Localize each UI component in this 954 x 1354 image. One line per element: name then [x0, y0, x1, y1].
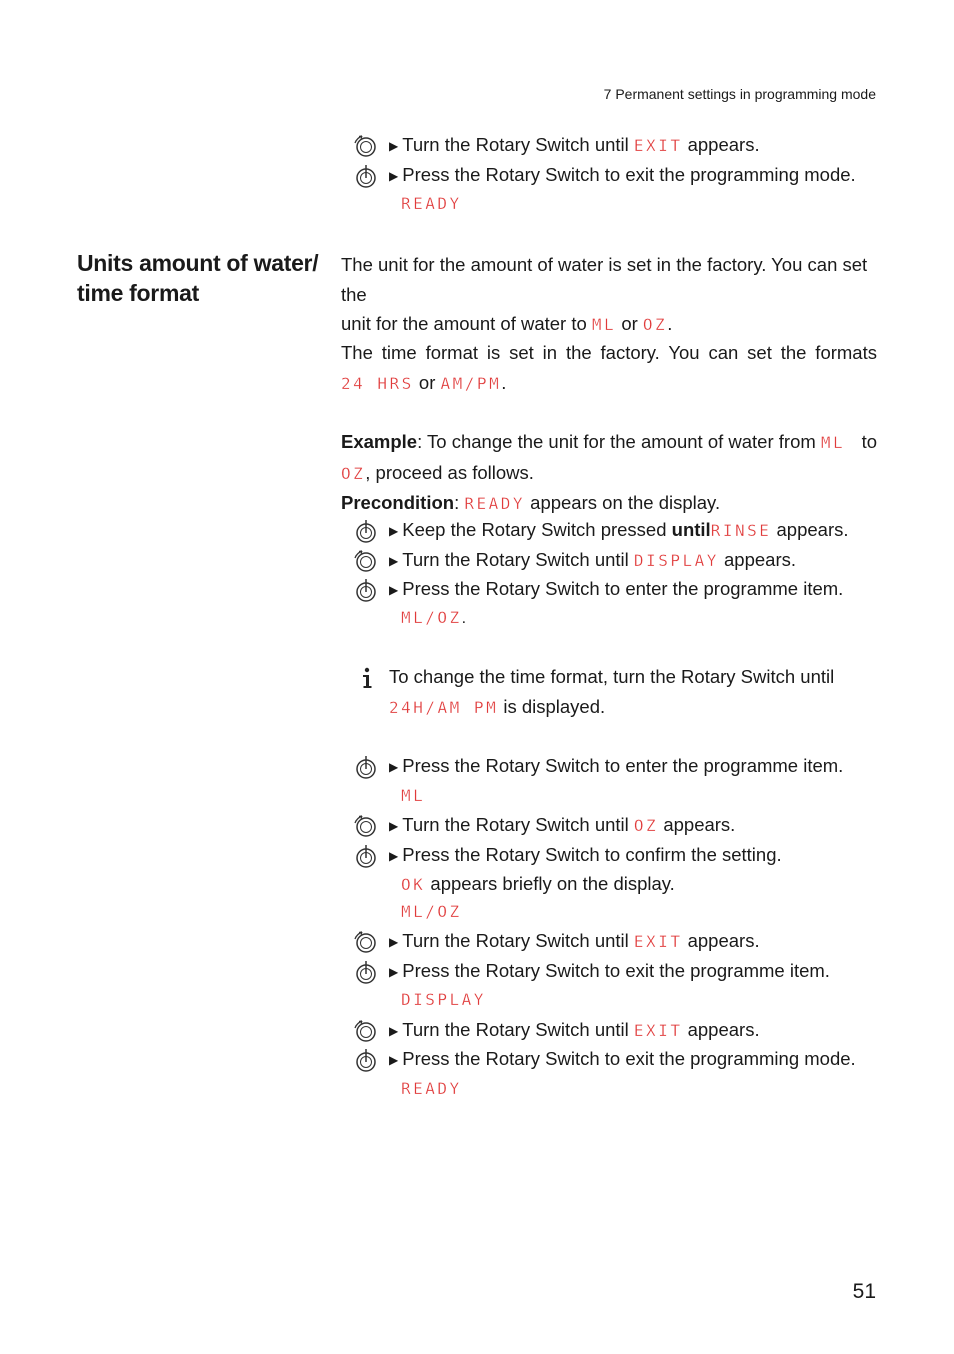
step-text: Keep the Rotary Switch pressed	[402, 519, 672, 540]
paragraph-text: , proceed as follows.	[365, 461, 534, 483]
confirm-result	[401, 869, 675, 899]
rotary-turn-icon	[352, 929, 378, 955]
display-oz: OZ	[341, 463, 366, 483]
step-text-post: appears.	[682, 1019, 760, 1040]
rotary-press-icon	[352, 843, 378, 869]
step-text-post: appears.	[682, 134, 760, 155]
paragraph-text: .	[667, 313, 673, 334]
paragraph-water-unit	[341, 250, 877, 340]
info-icon	[357, 665, 383, 691]
rotary-press-icon	[352, 163, 378, 189]
rotary-turn-icon	[352, 133, 378, 159]
rotary-press-icon	[352, 1047, 378, 1073]
paragraph-text: or	[616, 313, 643, 334]
step-text: Turn the Rotary Switch until	[402, 930, 634, 951]
paragraph-line: The unit for the amount of water is set in the factory. You can set the	[341, 254, 868, 305]
step-text: Turn the Rotary Switch until	[402, 814, 634, 835]
paragraph-text: :	[454, 492, 465, 513]
step-text: Press the Rotary Switch to enter the programme item.	[402, 755, 844, 776]
display-ok: OK	[401, 875, 426, 894]
display-ml: ML	[820, 433, 846, 452]
paragraph-text: or	[413, 371, 441, 393]
paragraph-text: .	[501, 371, 507, 393]
step-text: Press the Rotary Switch to exit the programming mode.	[402, 1048, 856, 1069]
chapter-header: 7 Permanent settings in programming mode	[603, 86, 876, 102]
step-text: Press the Rotary Switch to confirm the setting.	[402, 844, 782, 865]
step-text-post: appears.	[718, 549, 796, 570]
paragraph-time-format	[341, 338, 877, 398]
paragraph-text: unit for the amount of water to	[341, 313, 592, 334]
paragraph-line: The time format is set in the factory. You can set the formats	[341, 342, 877, 363]
paragraph-text: appears on the display.	[525, 492, 721, 513]
section-title	[77, 248, 318, 308]
paragraph-text: : To change the unit for the amount of water from	[417, 431, 821, 452]
step-text-bold: until	[671, 519, 711, 540]
rotary-press-icon	[352, 754, 378, 780]
display-ready: READY	[401, 194, 462, 213]
display-24hrs: 24 HRS	[341, 373, 414, 393]
step-text: Press the Rotary Switch to exit the programme item.	[402, 960, 830, 981]
display-mloz: ML/OZ	[401, 902, 462, 921]
rotary-turn-icon	[352, 548, 378, 574]
rotary-turn-icon	[352, 1018, 378, 1044]
section-title-line2: time format	[77, 280, 199, 306]
display-oz: OZ	[642, 315, 668, 334]
display-ml: ML	[591, 315, 617, 334]
rotary-press-icon	[352, 518, 378, 544]
step-text: Turn the Rotary Switch until	[402, 1019, 634, 1040]
display-oz: OZ	[633, 816, 659, 835]
step-text: Press the Rotary Switch to exit the programming mode.	[402, 164, 856, 185]
display-ready: READY	[464, 494, 526, 513]
step-text-post: appears.	[658, 814, 736, 835]
info-text: is displayed.	[498, 696, 606, 717]
step-text: Turn the Rotary Switch until	[402, 134, 634, 155]
display-result: ML/OZ.	[401, 608, 467, 627]
step-text: Press the Rotary Switch to enter the programme item.	[402, 578, 844, 599]
step-text: Turn the Rotary Switch until	[402, 549, 634, 570]
rotary-press-icon	[352, 959, 378, 985]
display-exit: EXIT	[633, 932, 683, 951]
display-display: DISPLAY	[401, 990, 486, 1009]
display-mloz: ML/OZ	[401, 608, 462, 627]
display-exit: EXIT	[633, 136, 683, 155]
section-title-line1: Units amount of water/	[77, 250, 319, 276]
display-24h-ampm: 24H/AM PM	[389, 698, 499, 717]
step-text-post: appears.	[682, 930, 760, 951]
example-label: Example	[341, 431, 418, 452]
display-ready: READY	[401, 1079, 462, 1098]
display-display: DISPLAY	[633, 551, 719, 570]
display-ml: ML	[401, 786, 426, 805]
info-line2	[389, 692, 605, 722]
page-number: 51	[852, 1280, 876, 1303]
example-paragraph	[341, 427, 877, 519]
step-text-post: appears.	[771, 519, 849, 540]
rotary-turn-icon	[352, 813, 378, 839]
display-rinse: RINSE	[710, 521, 772, 540]
display-ampm: AM/PM	[440, 373, 502, 393]
display-exit: EXIT	[633, 1021, 683, 1040]
info-text: To change the time format, turn the Rotary Switch until	[389, 666, 835, 687]
rotary-press-icon	[352, 577, 378, 603]
paragraph-text: to	[861, 431, 877, 452]
precondition-label: Precondition	[341, 492, 455, 513]
step-text: appears briefly on the display.	[425, 873, 675, 894]
